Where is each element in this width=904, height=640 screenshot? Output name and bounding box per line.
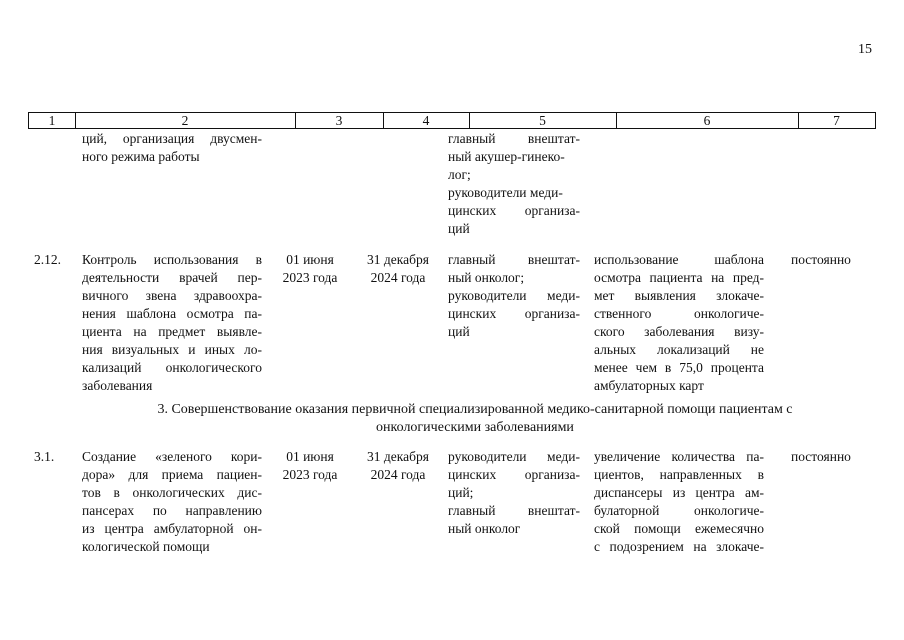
header-col-6: 6 xyxy=(703,113,711,128)
row-indicator: увеличение количества па- циентов, направленных в диспансеры из центра ам- булаторной онкологиче- ской помощи ежемесячно с подозрением на злокаче- xyxy=(594,449,764,554)
row-number: 2.12. xyxy=(34,252,61,267)
row-description: Создание «зеленого кори- дора» для приема пациен- тов в онкологических дис- пансерах по направлению из центра амбулаторной он- кологической помощи xyxy=(82,449,262,554)
section-heading: 3. Совершенствование оказания первичной специализированной медико-санитарной помощи пациентам с онкологическими заболеваниями xyxy=(157,402,793,435)
continuation-col5: главный внештат- ный акушер-гинеко- лог; руководители меди- цинских организа- ций xyxy=(448,131,580,236)
header-col-2: 2 xyxy=(181,113,189,128)
header-col-4: 4 xyxy=(422,113,430,128)
row-number: 3.1. xyxy=(34,449,55,464)
row-frequency: постоянно xyxy=(791,252,851,267)
row-start-date: 01 июня 2023 года xyxy=(282,449,338,482)
row-start-date: 01 июня 2023 года xyxy=(282,252,338,285)
row-description: Контроль использования в деятельности врачей пер- вичного звена здравоохра- нения шаблона осмотра па- циента на предмет выявле- ния визуальных и иных ло- кализаций онкологического заболевания xyxy=(82,252,262,393)
header-col-3: 3 xyxy=(335,113,343,128)
row-indicator: использование шаблона осмотра пациента на пред- мет выявления злокаче- ственного онкологиче- ского заболевания визу- альных локализаций не менее чем в 75,0 процента амбулаторных карт xyxy=(594,252,764,393)
row-frequency: постоянно xyxy=(791,449,851,464)
header-col-5: 5 xyxy=(539,113,546,128)
table-header-row xyxy=(28,112,876,129)
header-col-1: 1 xyxy=(48,113,56,128)
continuation-col2: ций, организация двусмен- ного режима работы xyxy=(82,131,262,164)
row-responsible: главный внештат- ный онколог; руководители меди- цинских организа- ций xyxy=(448,252,580,339)
row-responsible: руководители меди- цинских организа- ций; главный внештат- ный онколог xyxy=(448,449,580,536)
row-end-date: 31 декабря 2024 года xyxy=(367,449,429,482)
row-end-date: 31 декабря 2024 года xyxy=(367,252,429,285)
header-col-7: 7 xyxy=(833,113,840,128)
page-number: 15 xyxy=(858,42,872,57)
